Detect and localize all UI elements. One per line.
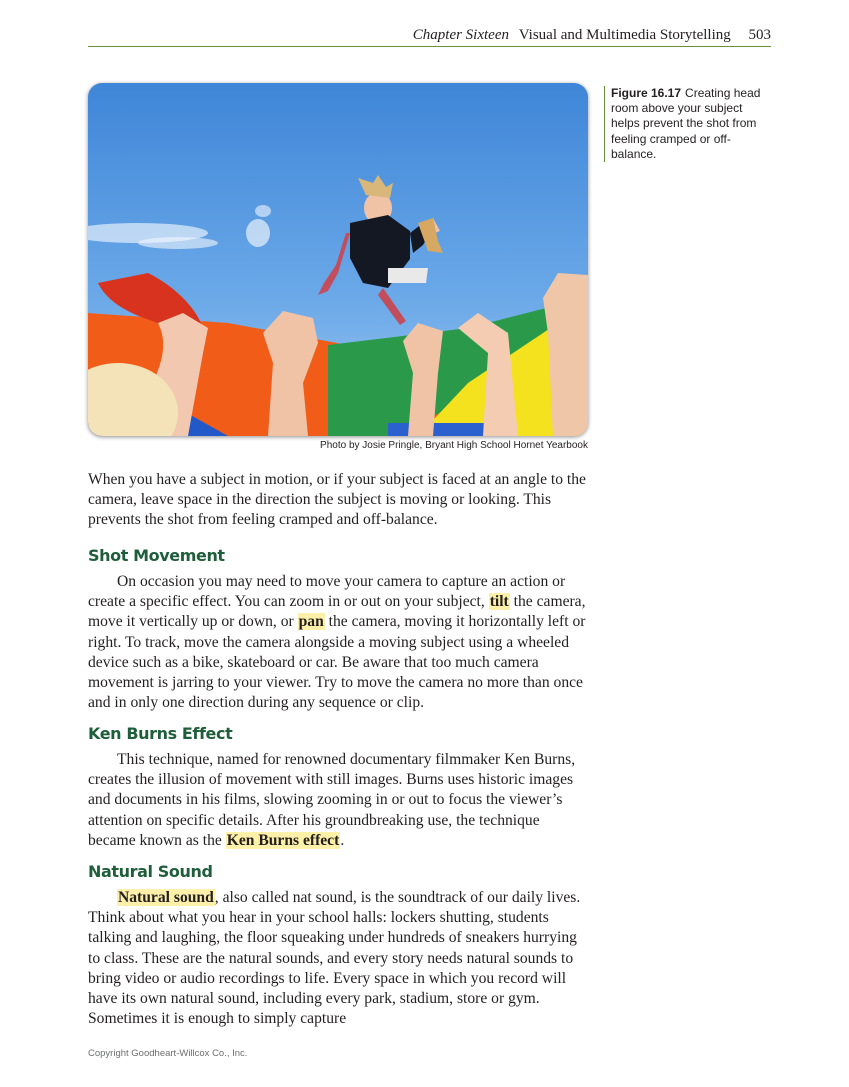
chapter-label: Chapter Sixteen (412, 27, 509, 43)
intro-paragraph (88, 470, 588, 531)
shot-movement-text-2: the camera, move it vertically up or down, or (88, 593, 586, 631)
intro-text: When you have a subject in motion, or if your subject is faced at an angle to the camera, leave space in the direction the subject is moving or looking. This prevents the shot from feeling cramped and off-balance. (88, 471, 586, 529)
chapter-title: Visual and Multimedia Storytelling (518, 27, 731, 43)
trampoline-photo-illustration (88, 83, 588, 436)
heading-ken-burns: Ken Burns Effect (88, 724, 233, 743)
heading-natural-sound: Natural Sound (88, 862, 213, 881)
ken-burns-text-2: . (340, 831, 345, 849)
heading-shot-movement: Shot Movement (88, 546, 225, 565)
shot-movement-text-1: On occasion you may need to move your camera to capture an action or create a specific effect. You can zoom in or out on your subject, (88, 573, 566, 611)
running-header (88, 24, 771, 47)
copyright-footer: Copyright Goodheart-Willcox Co., Inc. (88, 1048, 248, 1059)
photo-credit: Photo by Josie Pringle, Bryant High School Hornet Yearbook (320, 440, 588, 451)
shot-movement-text-3: the camera, moving it horizontally left or right. To track, move the camera alongside a moving subject using a wheeled device such as a bike, skateboard or car. Be aware that too much camera movement is jarring to your viewer. Try to move the camera no more than once and in only one direction during any sequence or clip. (88, 613, 586, 712)
key-term-tilt: tilt (489, 593, 509, 611)
key-term-natural-sound: Natural sound (118, 889, 214, 906)
natural-sound-text-1: , also called nat sound, is the soundtrack of our daily lives. Think about what you hear in your school halls: lockers shutting, students talking and laughing, the floor squeaking under hundreds of sneakers hurrying to class. These are the natural sounds, and every story needs natural sounds to bring video or audio recordings to life. Every space in which you record will have its own natural sound, including every park, stadium, store or gym. Sometimes it is enough to simply capture (88, 889, 581, 1028)
figure-caption (604, 86, 771, 162)
shot-movement-paragraph (88, 572, 588, 713)
ken-burns-text-1: This technique, named for renowned documentary filmmaker Ken Burns, creates the illusion of movement with still images. Burns uses historic images and documents in his films, slowing zooming in or out to focus the viewer’s attention on specific details. After his groundbreaking use, the technique became known as the (88, 751, 576, 849)
page-number: 503 (748, 27, 771, 43)
natural-sound-paragraph (88, 888, 588, 1029)
key-term-ken-burns-effect: Ken Burns effect (226, 831, 340, 849)
ken-burns-paragraph (88, 750, 588, 851)
figure-photo (88, 83, 588, 436)
figure-caption-text: Creating head room above your subject helps prevent the shot from feeling cramped or off-balance. (611, 86, 761, 161)
key-term-pan: pan (298, 613, 324, 631)
figure-label: Figure 16.17 (611, 86, 682, 100)
